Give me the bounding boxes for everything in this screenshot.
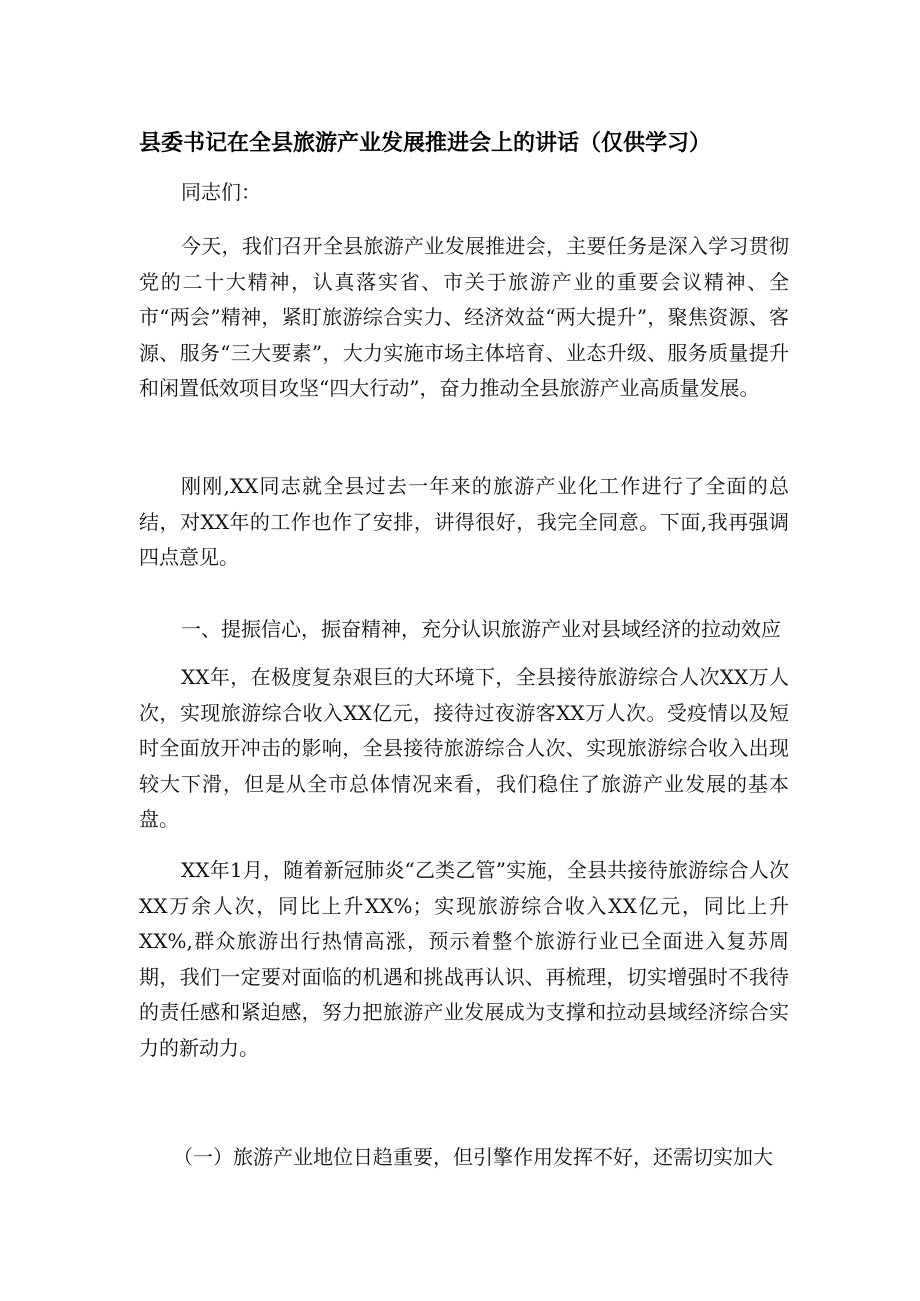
document-title: 县委书记在全县旅游产业发展推进会上的讲话（仅供学习） bbox=[139, 131, 712, 156]
paragraph-agreement: 刚刚,XX同志就全县过去一年来的旅游产业化工作进行了全面的总结，对XX年的工作也作了安排，讲得很好，我完全同意。下面,我再强调四点意见。 bbox=[139, 474, 789, 569]
paragraph-january-stats: XX年1月，随着新冠肺炎“乙类乙管”实施，全县共接待旅游综合人次XX万余人次，同比上升XX%；实现旅游综合收入XX亿元，同比上升XX%,群众旅游出行热情高涨，预示着整个旅游行业已全面进入复苏周期，我们一定要对面临的机遇和挑战再认识、再梳理，切实增强时不我待的责任感和紧迫感，努力把旅游产业发展成为支撑和拉动县域经济综合实力的新动力。 bbox=[139, 858, 789, 1060]
paragraph-last-year-stats: XX年，在极度复杂艰巨的大环境下，全县接待旅游综合人次XX万人次，实现旅游综合收入XX亿元，接待过夜游客XX万人次。受疫情以及短时全面放开冲击的影响，全县接待旅游综合人次、实现旅游综合收入出现较大下滑，但是从全市总体情况来看，我们稳住了旅游产业发展的基本盘。 bbox=[139, 665, 789, 831]
salutation: 同志们： bbox=[181, 180, 261, 204]
subsection-heading-1: （一）旅游产业地位日趋重要，但引擎作用发挥不好，还需切实加大 bbox=[173, 1145, 773, 1169]
section-heading-1: 一、提振信心，振奋精神，充分认识旅游产业对县域经济的拉动效应 bbox=[181, 617, 781, 641]
paragraph-intro: 今天，我们召开全县旅游产业发展推进会，主要任务是深入学习贯彻党的二十大精神，认真落实省、市关于旅游产业的重要会议精神、全市“两会”精神，紧盯旅游综合实力、经济效益“两大提升”，聚焦资源、客源、服务“三大要素”，大力实施市场主体培育、业态升级、服务质量提升和闲置低效项目攻坚“四大行动”，奋力推动全县旅游产业高质量发展。 bbox=[139, 234, 789, 400]
